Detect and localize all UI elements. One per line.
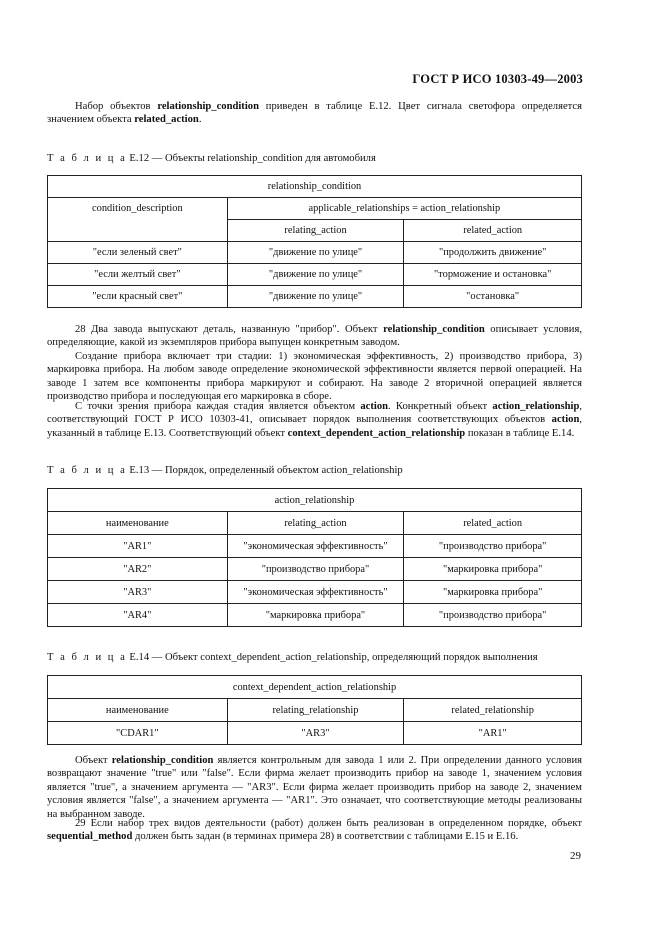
column-header: related_action	[404, 512, 582, 535]
text: Объект	[75, 755, 112, 766]
table-e14	[47, 675, 582, 745]
table-cell: "экономическая эффективность"	[227, 581, 404, 604]
table-cell: "AR1"	[48, 535, 228, 558]
term: relationship_condition	[157, 101, 259, 112]
text: приведен в таблице Е.12. Цвет сигнала светофора определяется значением объекта	[47, 101, 582, 126]
table-cell: "движение по улице"	[227, 286, 404, 308]
text: .	[198, 114, 202, 126]
term: action	[360, 401, 389, 412]
caption-text: Е.13 — Порядок, определенный объектом action_relationship	[126, 465, 403, 476]
paragraph-29	[47, 817, 582, 844]
table-e12-caption	[47, 153, 376, 164]
table-cell: "остановка"	[404, 286, 582, 308]
table-row	[48, 604, 582, 627]
table-cell: "торможение и остановка"	[404, 264, 582, 286]
column-header: relating_relationship	[227, 699, 404, 722]
text: должен быть задан (в терминах примера 28) в соответствии с таблицами Е.15 и Е.16.	[132, 831, 519, 843]
table-cell: "экономическая эффективность"	[227, 535, 404, 558]
caption-text: Е.14 — Объект context_dependent_action_relationship, определяющий порядок выполнения	[126, 652, 538, 663]
table-cell: "если зеленый свет"	[48, 242, 228, 264]
table-cell: "если желтый свет"	[48, 264, 228, 286]
paragraph-action	[47, 400, 582, 440]
table-row	[48, 581, 582, 604]
table-cell: "маркировка прибора"	[404, 581, 582, 604]
term: sequential_method	[47, 831, 133, 843]
column-header: relating_action	[227, 220, 404, 242]
column-header: condition_description	[48, 198, 228, 242]
column-header: наименование	[48, 699, 228, 722]
paragraph-condition	[47, 754, 582, 821]
column-header: relating_action	[227, 512, 404, 535]
table-title: action_relationship	[48, 489, 582, 512]
text: показан в таблице Е.14.	[465, 427, 575, 439]
table-cell: "продолжить движение"	[404, 242, 582, 264]
table-e13	[47, 488, 582, 627]
text: , указанный в таблице Е.13. Соответствующий объект	[47, 414, 582, 439]
table-row	[48, 264, 582, 286]
table-cell: "производство прибора"	[404, 604, 582, 627]
table-e14-caption	[47, 652, 538, 663]
table-cell: "CDAR1"	[48, 722, 228, 745]
text: 28 Два завода выпускают деталь, названную "прибор". Объект	[75, 324, 384, 335]
caption-prefix: Т а б л и ц а	[47, 652, 127, 663]
column-header: related_relationship	[404, 699, 582, 722]
term: related_action	[134, 114, 199, 126]
table-cell: "AR2"	[48, 558, 228, 581]
table-title: relationship_condition	[48, 176, 582, 198]
document-header: ГОСТ Р ИСО 10303-49—2003	[412, 72, 583, 86]
table-e12	[47, 175, 582, 308]
text: описывает условия, определяющие, какой из экземпляров прибора выпущен конкретным заводом.	[47, 324, 582, 349]
caption-text: Е.12 — Объекты relationship_condition для автомобиля	[126, 153, 376, 164]
text: С точки зрения прибора каждая стадия является объектом	[75, 401, 361, 412]
column-header: related_action	[404, 220, 582, 242]
paragraph-stages: Создание прибора включает три стадии: 1) экономическая эффективность, 2) производство прибора, 3) маркировка прибора. На любом заводе определение экономической эффективности является первой операцией. На заводе 1 затем все компоненты прибора маркируют и собирают. На заводе 2 вторичной операцией является производство прибора и последующая его маркировка в сборе.	[47, 351, 582, 403]
table-row	[48, 286, 582, 308]
term: action	[551, 414, 580, 426]
column-group-header: applicable_relationships = action_relationship	[227, 198, 581, 220]
term: relationship_condition	[383, 324, 485, 335]
column-header: наименование	[48, 512, 228, 535]
table-row	[48, 558, 582, 581]
caption-prefix: Т а б л и ц а	[47, 153, 127, 164]
term: context_dependent_action_relationship	[287, 427, 466, 439]
table-cell: "производство прибора"	[227, 558, 404, 581]
table-cell: "AR3"	[48, 581, 228, 604]
table-cell: "движение по улице"	[227, 264, 404, 286]
table-row	[48, 722, 582, 745]
caption-prefix: Т а б л и ц а	[47, 465, 127, 476]
table-cell: "производство прибора"	[404, 535, 582, 558]
table-row	[48, 535, 582, 558]
text: 29 Если набор трех видов деятельности (работ) должен быть реализован в определенном порядке, объект	[75, 818, 582, 829]
table-cell: "если красный свет"	[48, 286, 228, 308]
table-cell: "маркировка прибора"	[227, 604, 404, 627]
intro-paragraph	[47, 100, 582, 127]
text: , соответствующий ГОСТ Р ИСО 10303-41, описывает порядок выполнения соответствующих объектов	[47, 401, 582, 426]
term: relationship_condition	[111, 755, 214, 766]
table-row	[48, 242, 582, 264]
paragraph-28	[47, 323, 582, 350]
table-e13-caption	[47, 465, 403, 476]
table-cell: "движение по улице"	[227, 242, 404, 264]
table-cell: "AR3"	[227, 722, 404, 745]
text: Набор объектов	[75, 101, 158, 112]
text: является контрольным для завода 1 или 2. При определении данного условия возвращают значение "true" или "false". Если фирма желает производить прибор на заводе 1, значением условия является "true", а значением аргумента — "AR3". Если фирма желает производить прибор на заводе 2, значением условия является "false", а значением аргумента — "AR1". Это означает, что соответствующие методы реализованы на выбранном заводе.	[47, 755, 582, 820]
table-cell: "AR4"	[48, 604, 228, 627]
table-cell: "AR1"	[404, 722, 582, 745]
table-cell: "маркировка прибора"	[404, 558, 582, 581]
table-title: context_dependent_action_relationship	[48, 676, 582, 699]
page-number: 29	[570, 850, 581, 862]
text: . Конкретный объект	[388, 401, 493, 412]
term: action_relationship	[492, 401, 580, 412]
